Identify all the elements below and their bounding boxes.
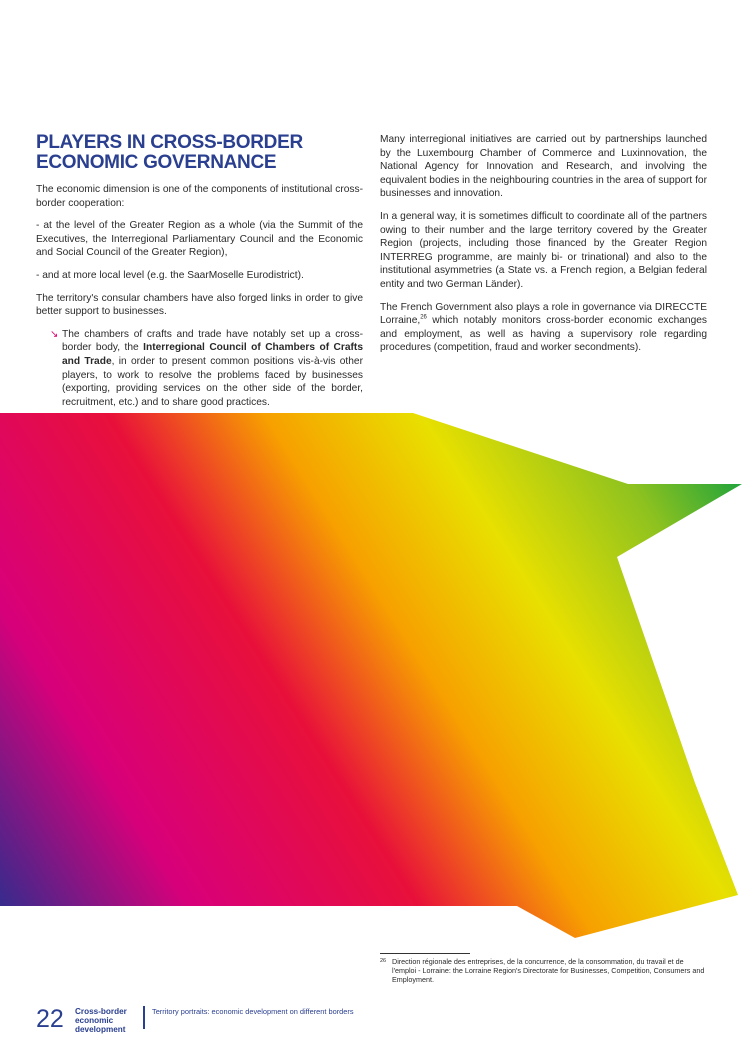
bullet-text-end: , in order to present common positions vis-à-vis other players, to work to resolve the problems faced by businesses (exporting, providing services on the other side of the border, recruitment, etc.) and to share good practices. [62,355,363,408]
paragraph: The territory's consular chambers have also forged links in order to give better support to businesses. [36,292,363,318]
brand-line: economic [75,1015,114,1025]
paragraph: - at the level of the Greater Region as a whole (via the Summit of the Executives, the Interregional Parliamentary Council and the Economic and Social Council of the Greater Region), [36,220,363,259]
footnote [380,957,706,985]
arrow-down-right-icon: ↘ [50,328,59,340]
page-number: 22 [36,1005,64,1033]
paragraph [380,301,707,355]
paragraph: The economic dimension is one of the components of institutional cross-border cooperation: [36,184,363,209]
bullet-text-start: The chambers of crafts and trade have notably set up a cross-border body, the [62,328,363,354]
paragraph: - and at more local level (e.g. the SaarMoselle Eurodistrict). [36,269,304,281]
footnote-text: Direction régionale des entreprises, de la concurrence, de la consommation, du travail et de l'emploi - Lorraine: the Lorraine Region's Directorate for Businesses, Competition, Consumers and Employment. [392,957,705,985]
brand-line: Cross-border [75,1007,127,1016]
right-column [380,133,707,364]
brand-label [75,1008,127,1034]
brand-line: development [75,1024,126,1034]
running-title: Territory portraits: economic development on different borders [152,1007,354,1016]
footnote-number: 26 [380,958,387,964]
left-column [36,133,363,418]
paragraph-text: which notably monitors cross-border economic exchanges and employment, as well as having a supervisory role regarding procedures (competition, fraud and worker secondments). [380,315,707,354]
paragraph: In a general way, it is sometimes difficult to coordinate all of the partners owing to their number and the large territory covered by the Greater Region (projects, including those financed by the Greater Region INTERREG programme, are mainly bi- or trinational) and also to the institutional asymmetries (a State vs. a French region, a Belgian federal entity and two German Länder). [380,210,707,290]
footnote-ref[interactable]: 26 [420,314,427,321]
paragraph: Many interregional initiatives are carried out by partnerships launched by the Luxembourg Chamber of Commerce and Luxinnovation, the National Agency for Innovation and Research, and involving the equivalent bodies in the neighbouring countries in the area of support for businesses and innovation. [380,134,707,200]
bullet-bold-text: Interregional Council of Chambers of Crafts and Trade [62,342,363,367]
bullet-item [36,328,363,410]
territory-polygon [0,413,742,938]
footer-divider [143,1006,145,1029]
footnote-divider [380,953,470,954]
section-heading: PLAYERS IN CROSS-BORDER ECONOMIC GOVERNANCE [36,132,303,173]
paragraph-text: The French Government also plays a role in governance via DIRECCTE Lorraine, [380,301,707,327]
